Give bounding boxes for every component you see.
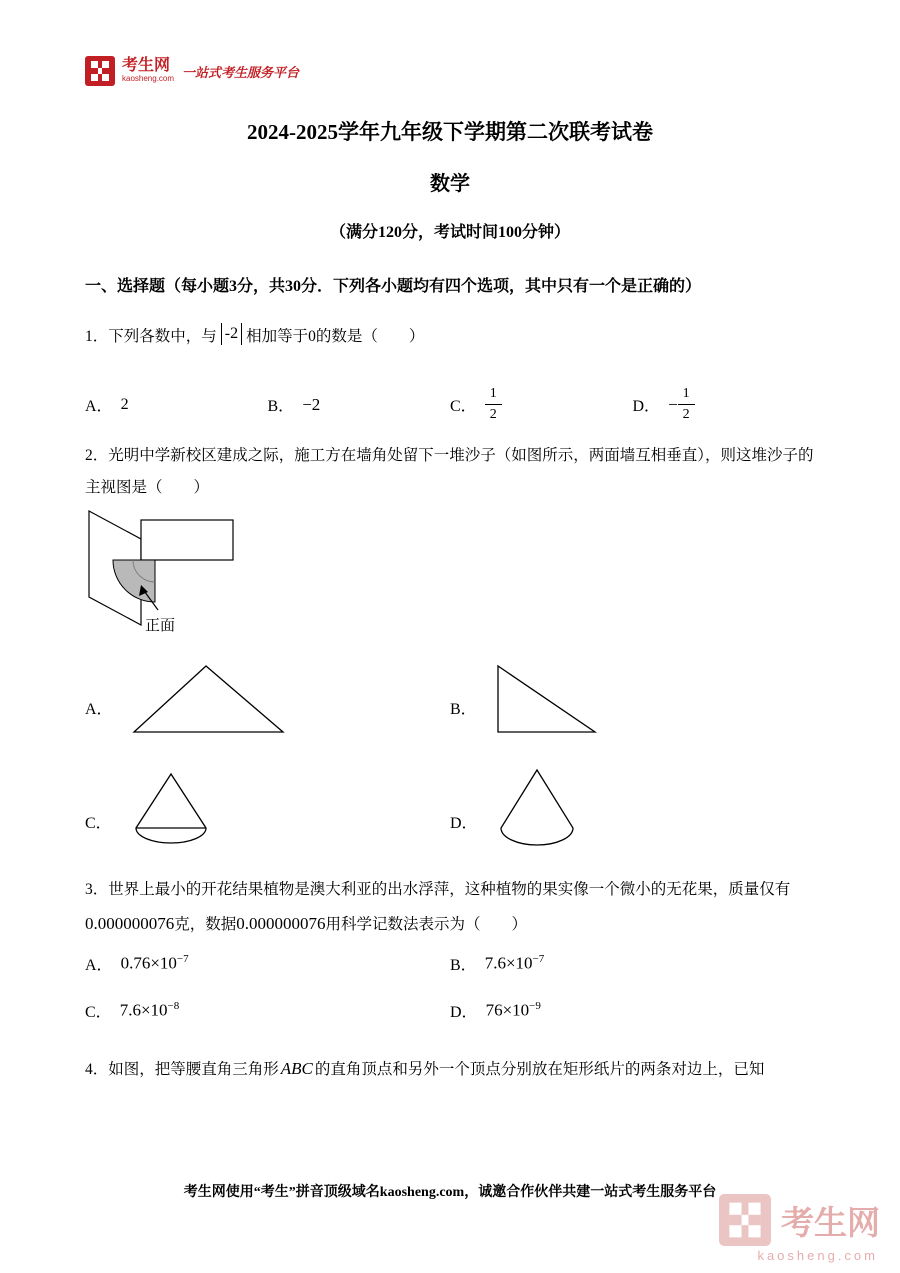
logo-text bbox=[122, 58, 174, 83]
q1-text-after: 相加等于0的数是（ ） bbox=[246, 328, 425, 345]
q3-option-a-label: A． bbox=[85, 957, 113, 974]
q3-text-line1: 3．世界上最小的开花结果植物是澳大利亚的出水浮萍，这种植物的果实像一个微小的无花果，质量仅有 bbox=[85, 881, 791, 898]
question-4-stem bbox=[85, 1054, 815, 1085]
figure-front-label: 正面 bbox=[145, 618, 176, 634]
q3-number-2: 0.000000076 bbox=[236, 914, 326, 933]
logo-tagline: 一站式考生服务平台 bbox=[182, 64, 300, 80]
watermark-brand: 考生网 bbox=[781, 1203, 880, 1241]
watermark-domain: kaosheng.com bbox=[757, 1248, 878, 1263]
q2-option-c bbox=[85, 771, 450, 849]
q3-text-mid: 克，数据 bbox=[174, 916, 237, 933]
q2-option-d-label: D． bbox=[450, 815, 478, 832]
exam-info: （满分120分，考试时间100分钟） bbox=[329, 224, 570, 241]
question-3-stem bbox=[85, 873, 815, 942]
q3-text-end: 用科学记数法表示为（ ） bbox=[325, 916, 528, 933]
question-1-options bbox=[85, 386, 815, 423]
q2-option-b bbox=[450, 663, 815, 735]
q3-option-a-exponent: −7 bbox=[176, 953, 189, 966]
sector-figure bbox=[496, 767, 578, 849]
q1-option-d-sign: − bbox=[668, 394, 678, 414]
q2-option-a-label: A． bbox=[85, 701, 113, 718]
question-3-options-row1 bbox=[85, 952, 815, 975]
q3-option-c-value bbox=[120, 1000, 180, 1021]
q1-abs-content: -2 bbox=[224, 325, 239, 342]
q3-option-b-coeff: 7.6×10 bbox=[484, 953, 533, 973]
q3-option-b-exponent: −7 bbox=[532, 953, 545, 966]
right-triangle-figure bbox=[495, 663, 600, 735]
q1-option-b-label: B． bbox=[267, 398, 295, 415]
paper-title: 2024-2025学年九年级下学期第二次联考试卷 bbox=[247, 120, 653, 144]
cone-with-base-line-figure bbox=[130, 771, 212, 849]
q3-option-d bbox=[450, 999, 815, 1022]
q3-option-a-value bbox=[121, 953, 189, 974]
q3-option-d-coeff: 76×10 bbox=[485, 1000, 530, 1020]
q1-option-a-value: 2 bbox=[120, 395, 129, 413]
q3-option-d-exponent: −9 bbox=[529, 1000, 541, 1013]
q3-option-d-value bbox=[486, 1000, 541, 1021]
q1-option-c bbox=[450, 386, 633, 423]
q1-option-c-label: C． bbox=[450, 398, 477, 415]
q3-option-c-coeff: 7.6×10 bbox=[119, 1000, 168, 1020]
q1-option-b-value: −2 bbox=[302, 394, 321, 414]
question-3-options-row2 bbox=[85, 999, 815, 1022]
q1-option-d-denominator: 2 bbox=[682, 407, 690, 422]
q4-text-before: 4．如图，把等腰直角三角形 bbox=[85, 1061, 279, 1078]
q1-option-b bbox=[268, 393, 451, 416]
q1-option-d-numerator: 1 bbox=[678, 386, 695, 405]
kaosheng-watermark-icon bbox=[719, 1194, 771, 1246]
kaosheng-header-logo bbox=[85, 52, 815, 90]
q2-option-b-label: B． bbox=[450, 701, 477, 718]
q2-option-a bbox=[85, 663, 450, 735]
q4-text-after: 的直角顶点和另外一个顶点分别放在矩形纸片的两条对边上，已知 bbox=[314, 1061, 765, 1078]
right-wall-shape bbox=[141, 520, 233, 560]
q2-option-c-label: C． bbox=[85, 815, 112, 832]
question-1-stem bbox=[85, 322, 815, 352]
section-one-heading: 一、选择题（每小题3分，共30分．下列各小题均有四个选项，其中只有一个是正确的） bbox=[85, 278, 702, 295]
question-2-figure bbox=[85, 508, 815, 641]
q1-absolute-value bbox=[221, 323, 242, 345]
watermark-top-row bbox=[719, 1194, 880, 1246]
q3-option-a-coeff: 0.76×10 bbox=[120, 953, 177, 973]
kaosheng-logo-icon bbox=[85, 56, 115, 86]
logo-domain-text: kaosheng.com bbox=[122, 74, 175, 84]
q3-option-d-label: D． bbox=[450, 1004, 478, 1021]
q1-option-c-numerator: 1 bbox=[485, 386, 502, 405]
q3-number-1: 0.000000076 bbox=[85, 914, 175, 933]
q4-triangle-name: ABC bbox=[280, 1059, 313, 1078]
q1-option-a bbox=[85, 393, 268, 416]
page-footer-slogan: 考生网使用“考生”拼音顶级域名kaosheng.com，诚邀合作伙伴共建一站式考生服务平台 bbox=[183, 1185, 717, 1200]
q3-option-c bbox=[85, 999, 450, 1022]
isosceles-triangle-figure bbox=[131, 663, 286, 735]
q1-option-d-fraction bbox=[678, 386, 695, 423]
q1-option-c-denominator: 2 bbox=[489, 407, 497, 422]
q3-option-b-value bbox=[485, 953, 545, 974]
kaosheng-watermark bbox=[719, 1194, 880, 1263]
q1-option-a-label: A． bbox=[85, 398, 113, 415]
q2-option-d bbox=[450, 767, 815, 849]
q3-option-c-exponent: −8 bbox=[167, 1000, 180, 1013]
question-2-options-cd bbox=[85, 767, 815, 849]
question-2-options-ab bbox=[85, 663, 815, 735]
q1-option-c-fraction bbox=[485, 386, 502, 423]
q3-option-b-label: B． bbox=[450, 957, 477, 974]
q1-option-d-label: D． bbox=[632, 398, 661, 415]
logo-brand: 考生网 bbox=[122, 57, 171, 75]
q3-option-a bbox=[85, 952, 450, 975]
q3-option-b bbox=[450, 952, 815, 975]
sand-pile-corner-figure bbox=[85, 508, 240, 636]
q1-option-d bbox=[633, 386, 816, 423]
question-2-stem: 2．光明中学新校区建成之际，施工方在墙角处留下一堆沙子（如图所示，两面墙互相垂直），则这堆沙子的主视图是（ ） bbox=[85, 447, 814, 496]
q1-text-before: 1．下列各数中，与 bbox=[85, 328, 217, 345]
q3-option-c-label: C． bbox=[85, 1004, 112, 1021]
paper-subject: 数学 bbox=[430, 173, 470, 195]
